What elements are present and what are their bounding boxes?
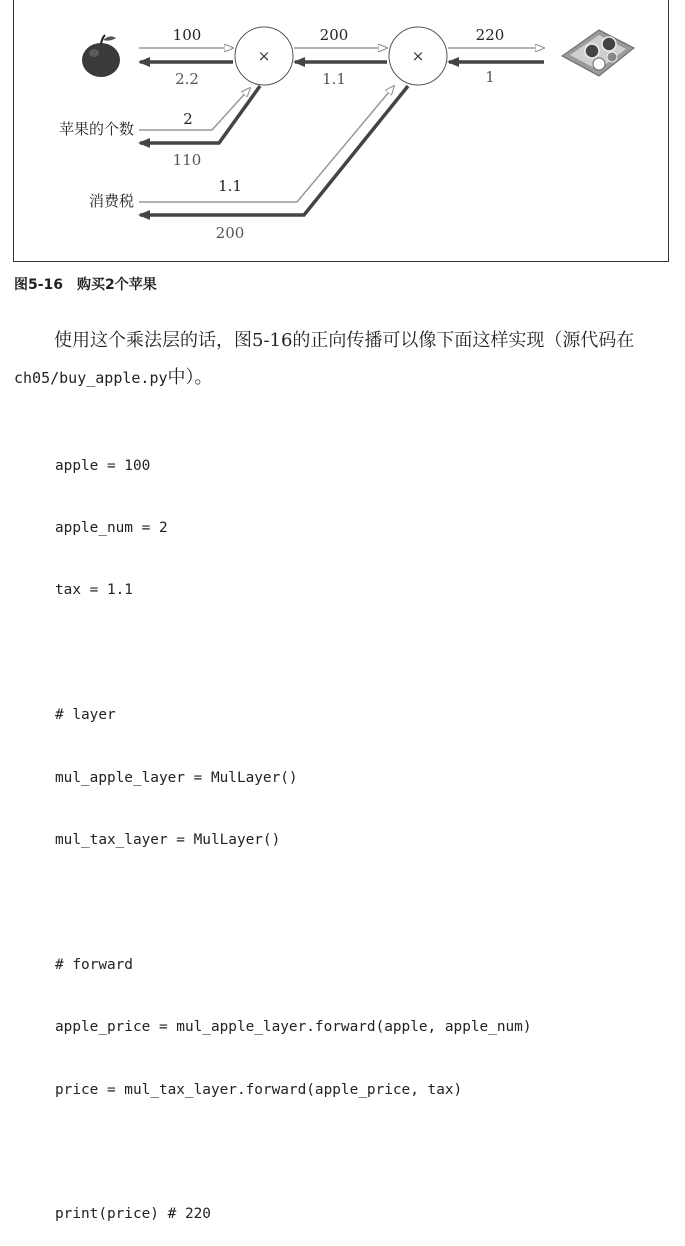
mul-node-1-symbol: × (257, 47, 271, 65)
code-line (55, 643, 532, 664)
bwd-label-count: 110 (172, 151, 202, 169)
code-line: mul_tax_layer = MulLayer() (55, 831, 281, 848)
bwd-label-mul2-mul1: 1.1 (322, 70, 346, 88)
fwd-label-output: 220 (475, 26, 505, 44)
input-label-apple-count: 苹果的个数 (58, 120, 134, 138)
body-paragraph (14, 322, 674, 397)
code-line: print(price) # 220 (55, 1206, 211, 1223)
code-line (55, 892, 532, 913)
code-line: mul_apple_layer = MulLayer() (55, 769, 298, 786)
mul-node-2-symbol: × (411, 47, 425, 65)
fwd-label-tax: 1.1 (218, 177, 242, 195)
figure-title: 购买2个苹果 (77, 277, 157, 293)
fwd-label-apple: 100 (172, 26, 202, 44)
code-line: apple_num = 2 (55, 519, 168, 536)
computational-graph-figure (13, 0, 669, 262)
apple-icon (82, 35, 120, 77)
figure-number: 图5-16 (14, 277, 64, 293)
code-line: apple_price = mul_apple_layer.forward(apple, apple_num) (55, 1019, 532, 1036)
code-line: # forward (55, 956, 133, 973)
bwd-label-output: 1 (485, 68, 495, 86)
body-text-after: 中）。 (167, 367, 213, 388)
input-label-consumption-tax: 消费税 (88, 192, 134, 210)
body-text-before: 使用这个乘法层的话，图5-16的正向传播可以像下面这样实现（源代码在 (54, 330, 635, 351)
fwd-label-mul1-mul2: 200 (319, 26, 349, 44)
bwd-label-tax: 200 (215, 224, 245, 242)
code-line: # layer (55, 707, 116, 724)
bwd-label-apple: 2.2 (175, 70, 199, 88)
code-line: apple = 100 (55, 457, 151, 474)
bwd-arrow-count (140, 86, 260, 143)
mul-node-1 (235, 27, 293, 85)
fwd-label-count: 2 (183, 110, 193, 128)
coins-tray-icon (562, 30, 634, 76)
code-block (55, 414, 532, 1246)
computational-graph (14, 0, 670, 262)
code-line: price = mul_tax_layer.forward(apple_price, tax) (55, 1081, 463, 1098)
figure-caption (14, 274, 157, 294)
code-line: tax = 1.1 (55, 582, 133, 599)
code-line (55, 1142, 532, 1163)
mul-node-2 (389, 27, 447, 85)
source-path: ch05/buy_apple.py (14, 369, 168, 387)
